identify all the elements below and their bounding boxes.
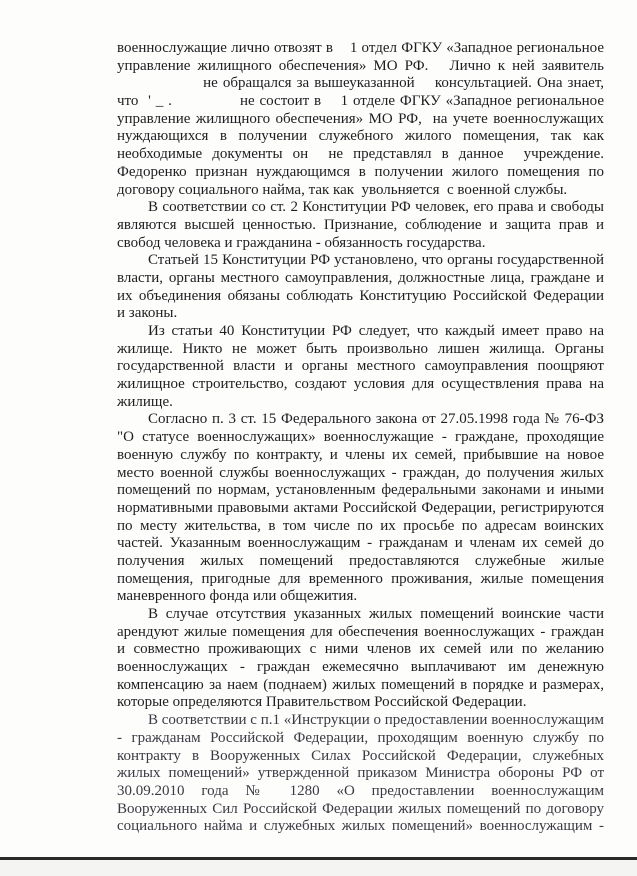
text-line: В случае отсутствия указанных жилых помещений воинские части — [148, 606, 604, 622]
paragraph — [117, 411, 604, 606]
text-line: по месту жительства, в том числе по их просьбе по адресам воинских — [117, 517, 604, 534]
text-line: необходимые документы он не представлял в данное учреждение. — [117, 146, 604, 163]
text-line: жилище. Никто не может быть произвольно лишен жилища. Органы — [117, 340, 604, 357]
text-line: договору социального найма, так как увольняется с военной службы. — [117, 181, 568, 198]
paragraph — [117, 606, 604, 712]
text-line: жилищное строительство, создают условия для осуществления права на — [117, 376, 604, 393]
text-line: Из статьи 40 Конституции РФ следует, что каждый имеет право на — [148, 323, 604, 339]
text-line: нуждающихся в получении служебного жилого помещения, так как — [117, 128, 604, 145]
text-line: жилище. — [117, 393, 173, 410]
text-line: управление жилищного обеспечения» МО РФ. Лично к ней заявитель — [117, 57, 604, 74]
text-line: маневренного фонда или общежития. — [117, 588, 358, 605]
text-line: что ' _ . не состоит в 1 отделе ФГКУ «Западное региональное — [117, 93, 604, 110]
text-line: В соответствии со ст. 2 Конституции РФ человек, его права и свободы — [148, 199, 604, 216]
text-line: место военной службы военнослужащих - граждан, до получения жилых — [117, 464, 604, 481]
text-line: нормативными правовыми актами Российской Федерации, регистрируются — [117, 499, 604, 516]
text-line: помещения, пригодные для временного проживания, жилые помещения — [117, 570, 604, 587]
text-line: компенсацию за наем (поднаем) жилых помещений в порядке и размерах, — [117, 676, 604, 693]
text-line: - гражданам Российской Федерации, проходящим военную службу по — [117, 729, 604, 746]
text-line: Статьей 15 Конституции РФ установлено, что органы государственной — [148, 252, 604, 269]
paragraph — [117, 712, 604, 836]
text-line: являются высшей ценностью. Признание, соблюдение и защита прав и — [117, 216, 604, 233]
paragraph — [117, 323, 604, 411]
text-line: арендуют жилые помещения для обеспечения военнослужащих - граждан — [117, 623, 604, 640]
text-line: свобод человека и гражданина - обязанность государства. — [117, 234, 486, 251]
text-line: "О статусе военнослужащих» военнослужащие - граждане, проходящие — [117, 429, 604, 446]
text-line: 30.09.2010 года № 1280 «О предоставлении военнослужащим — [117, 782, 604, 799]
text-line: власти, органы местного самоуправления, должностные лица, граждане и — [117, 269, 604, 286]
scan-margin — [0, 860, 637, 876]
text-line: не обращался за вышеуказанной консультацией. Она знает, — [117, 75, 604, 92]
text-line: Согласно п. 3 ст. 15 Федерального закона от 27.05.1998 года № 76-ФЗ — [148, 411, 604, 428]
text-line: управление жилищного обеспечения» МО РФ, на учете военнослужащих — [117, 110, 604, 127]
text-line: Федоренко признан нуждающимся в получении жилого помещения по — [117, 163, 604, 180]
text-line: и совместно проживающих с ними членов их семей или по желанию — [117, 641, 604, 658]
document-page — [117, 40, 604, 836]
text-line: и законы. — [117, 305, 178, 322]
text-line: военнослужащие лично отвозят в 1 отдел ФГКУ «Западное региональное — [117, 40, 604, 56]
text-line: получения жилых помещений предоставляются служебные жилые — [117, 552, 604, 569]
paragraph — [117, 199, 604, 252]
text-line: частей. Указанным военнослужащим - гражданам и членам их семей до — [117, 535, 604, 552]
text-line: социального найма и служебных жилых помещений» военнослужащим - — [117, 818, 604, 835]
text-line: военнослужащих - граждан ежемесячно выплачивают им денежную — [117, 659, 604, 676]
paragraph — [117, 40, 604, 199]
text-line: государственной власти и органы местного самоуправления поощряют — [117, 358, 604, 375]
text-line: контракту в Вооруженных Силах Российской Федерации, служебных — [117, 747, 604, 764]
paragraph — [117, 252, 604, 323]
text-line: В соответствии с п.1 «Инструкции о предоставлении военнослужащим — [148, 712, 604, 729]
text-line: помещений по нормам, установленным федеральными законами и иными — [117, 482, 604, 499]
text-line: которые определяются Правительством Российской Федерации. — [117, 694, 527, 711]
text-line: жилых помещений» утвержденной приказом Министра обороны РФ от — [117, 765, 604, 782]
text-line: их объединения обязаны соблюдать Конституцию Российской Федерации — [117, 287, 604, 304]
text-line: военную службу по контракту, и члены их семей, прибывшие на новое — [117, 446, 604, 463]
text-line: Вооруженных Сил Российской Федерации жилых помещений по договору — [117, 800, 604, 817]
